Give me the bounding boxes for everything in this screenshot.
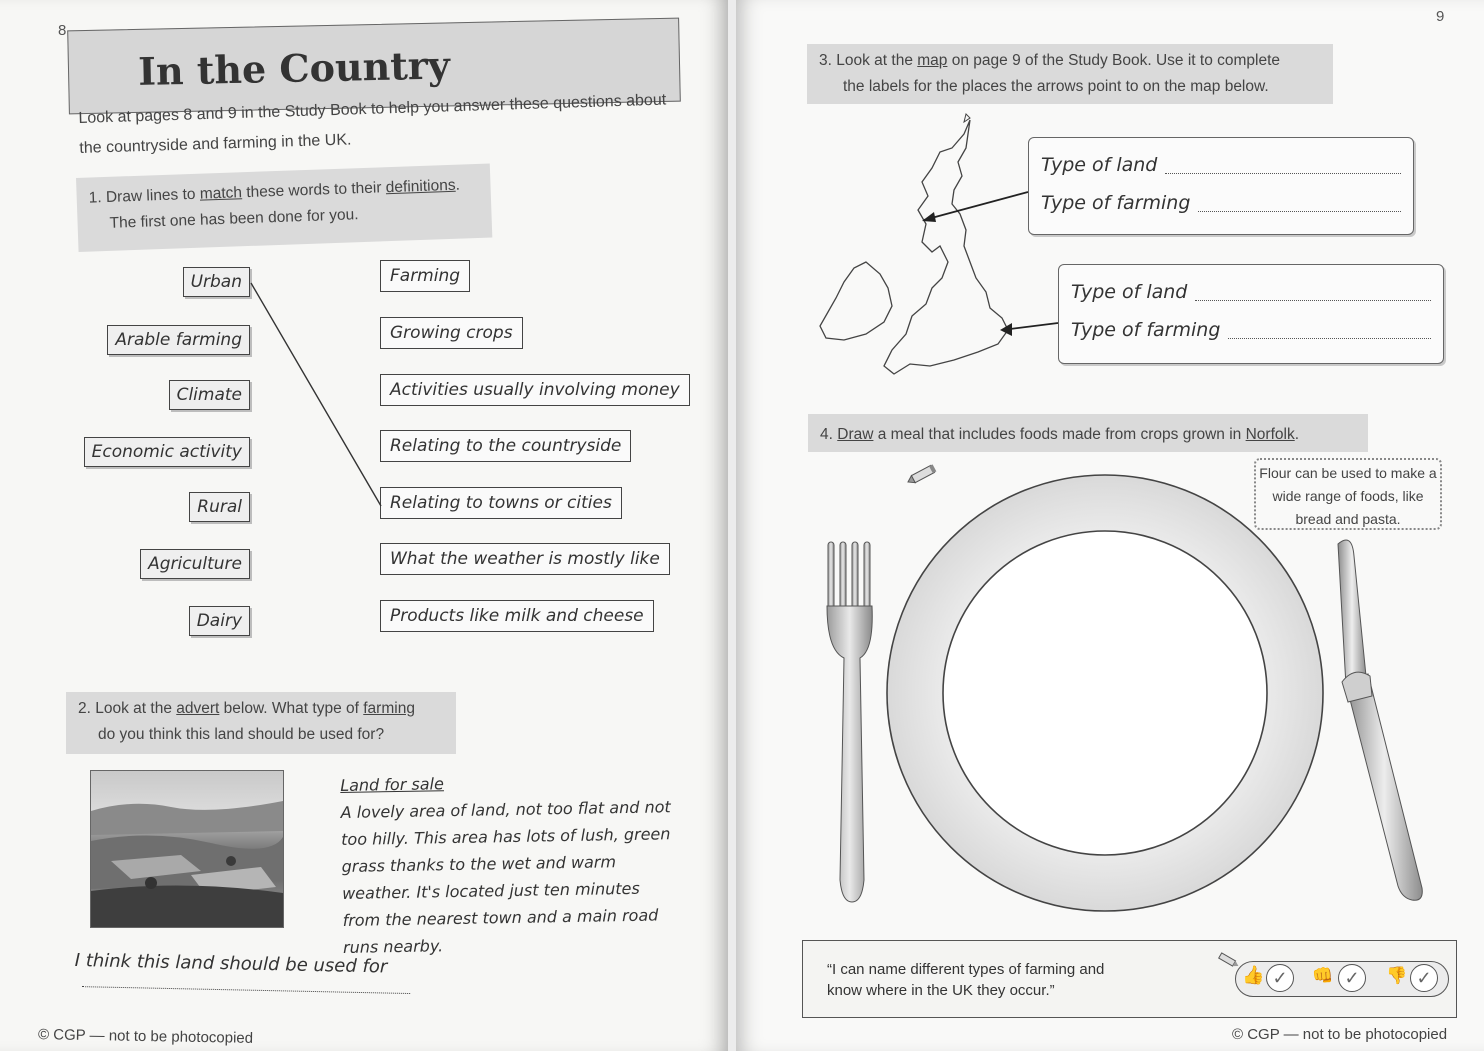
fork-icon [822,540,882,908]
map-keyword: map [917,52,948,69]
definition-box[interactable]: What the weather is mostly like [380,543,670,575]
advert-keyword: advert [176,700,220,717]
answer-prompt: I think this land should be used for [74,950,388,978]
copyright-right: © CGP — not to be photocopied [1232,1026,1448,1043]
landscape-illustration [91,771,283,927]
question-4: 4. Draw a meal that includes foods made from crops grown in Norfolk. [808,414,1368,452]
word-box[interactable]: Dairy [189,606,250,636]
plate-drawing-area[interactable] [884,472,1326,914]
thumbs-sideways-icon: 👊 [1312,966,1334,985]
word-box[interactable]: Agriculture [140,549,250,579]
question-2: 2. Look at the advert below. What type of farming do you think this land should be used for? [66,692,456,754]
definition-box[interactable]: Products like milk and cheese [380,600,654,632]
tip-box: Flour can be used to make a wide range of foods, like bread and pasta. [1254,458,1442,530]
intro-text: Look at pages 8 and 9 in the Study Book to help you answer these questions about the countryside and farming in the UK. [78,91,667,157]
arrow-scotland [924,192,1028,220]
type-of-land-input[interactable] [1195,300,1431,301]
advert-body: A lovely area of land, not too flat and not too hilly. This area has lots of lush, green grass thanks to the wet and warm weather. It's located just ten minutes from the nearest town and a main road runs nearby. [340,797,671,957]
word-box[interactable]: Economic activity [84,437,250,467]
rating-circle-poor[interactable]: ✓ [1410,964,1438,992]
thumbs-up-icon: 👍 [1242,965,1265,985]
left-page [0,0,728,1051]
word-box[interactable]: Urban [183,267,250,297]
type-of-farming-input[interactable] [1228,338,1431,339]
word-box[interactable]: Arable farming [107,325,250,355]
draw-keyword: Draw [837,426,874,443]
self-assessment-box [802,940,1457,1018]
rating-circle-ok[interactable]: ✓ [1338,964,1366,992]
rating-circle-good[interactable]: ✓ [1266,964,1294,992]
label-box-scotland: Type of land Type of farming [1028,137,1414,235]
word-box[interactable]: Rural [189,492,250,522]
word-box[interactable]: Climate [169,380,250,410]
question-1: 1. Draw lines to match these words to their definitions. The first one has been done for you. [76,164,492,252]
thumbs-down-icon: 👎 [1386,966,1408,985]
label-box-east-anglia: Type of land Type of farming [1058,264,1444,364]
landscape-photo [90,770,284,928]
advert-text-block [340,766,683,961]
definition-box[interactable]: Growing crops [380,317,523,349]
definition-box[interactable]: Activities usually involving money [380,374,690,406]
copyright-left: © CGP — not to be photocopied [37,1026,254,1047]
rating-scale [1235,961,1449,997]
plate-center [943,531,1267,855]
advert-title: Land for sale [340,774,445,795]
definitions-keyword: definitions [385,176,456,197]
answer-input-line[interactable] [82,986,410,994]
farming-keyword: farming [363,700,415,717]
page-number: 9 [1436,8,1445,25]
page-number: 8 [58,22,67,39]
definition-box[interactable]: Farming [380,260,470,292]
definition-box[interactable]: Relating to the countryside [380,430,631,462]
arrow-head [922,212,936,222]
type-of-farming-input[interactable] [1198,211,1401,212]
definition-box[interactable]: Relating to towns or cities [380,487,622,519]
self-assessment-statement: “I can name different types of farming and know where in the UK they occur.” [827,961,1105,999]
pencil-icon [1215,951,1241,969]
knife-icon [1324,536,1434,906]
right-page [736,0,1484,1051]
type-of-land-input[interactable] [1165,173,1401,174]
match-keyword: match [199,184,243,203]
page-title: In the Country [137,41,451,94]
match-line [251,283,381,506]
question-3: 3. Look at the map on page 9 of the Study Book. Use it to complete the labels for the places the arrows point to on the map below. [807,44,1333,104]
arrow-head [1000,323,1012,336]
norfolk-keyword: Norfolk [1245,426,1295,443]
